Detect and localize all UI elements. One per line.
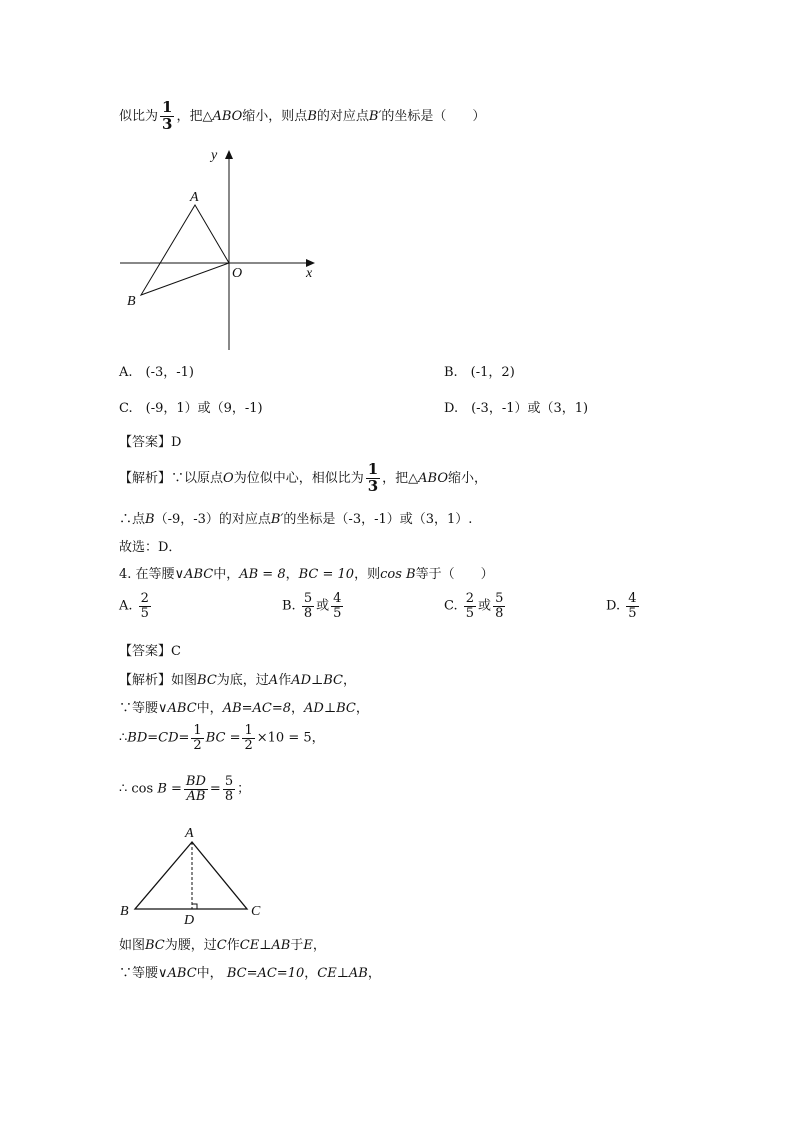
q3-answer: 【答案】D — [119, 435, 182, 450]
label-y: y — [211, 148, 218, 163]
q3-option-c: C. (-9，1）或（9，-1) — [119, 401, 263, 416]
q4-analysis-line6: ∵等腰∨ABC中， BC=AC=10，CE⊥AB， — [119, 966, 381, 981]
label-a: A — [190, 190, 199, 205]
q4-option-a: A. $\frac{2}{5}$ — [119, 591, 149, 621]
q4-analysis-line3: ∴BD=CD= $\frac{1}{2}$ BC = $\frac{1}{2}$ ×10 = 5， — [119, 723, 325, 753]
q3-stem-fraction: $\frac{1}{3}$ — [162, 98, 173, 133]
q4-analysis-line5: 如图BC为腰，过C作CE⊥AB于E， — [119, 938, 326, 953]
right-angle-mark — [192, 904, 197, 909]
q4-triangle-figure — [115, 820, 275, 928]
q3-analysis-line2: ∴点B（-9，-3）的对应点B′的坐标是（-3，-1）或（3，1）. — [119, 512, 473, 527]
q3-analysis-line1: 【解析】∵以原点O为位似中心，相似比为 $\frac{1}{3}$ ，把△ABO缩小， — [119, 460, 488, 495]
q4-answer: 【答案】C — [119, 644, 181, 659]
label-x: x — [306, 266, 313, 281]
q4-analysis-line1: 【解析】如图BC为底，过A作AD⊥BC， — [119, 673, 356, 688]
q4-analysis-line2: ∵等腰∨ABC中，AB=AC=8，AD⊥BC， — [119, 701, 369, 716]
label-c: C — [251, 904, 261, 919]
q3-option-b: B. (-1，2) — [444, 365, 515, 380]
q3-option-a: A. (-3，-1) — [119, 365, 194, 380]
q3-coordinate-figure — [110, 145, 330, 355]
q4-option-c: C. $\frac{2}{5}$ 或 $\frac{5}{8}$ — [444, 591, 504, 621]
triangle-abc — [135, 842, 247, 909]
q4-option-d: D. $\frac{4}{5}$ — [606, 591, 637, 621]
label-o: O — [232, 266, 243, 281]
q3-analysis-fraction: $\frac{1}{3}$ — [367, 460, 379, 495]
y-axis-arrow — [225, 150, 233, 159]
triangle-abo — [141, 205, 229, 295]
q4-analysis-line4: ∴ cos B = $\frac{BD}{AB}$ = $\frac{5}{8}$ ； — [119, 774, 251, 804]
label-a: A — [185, 826, 194, 841]
label-d: D — [184, 913, 195, 928]
q4-option-b: B. $\frac{5}{8}$ 或 $\frac{4}{5}$ — [282, 591, 342, 621]
q4-stem: 4. 在等腰∨ABC中，AB = 8，BC = 10，则cos B等于（ ） — [119, 567, 494, 582]
q3-option-d: D. (-3，-1）或（3，1) — [444, 401, 589, 416]
label-b: B — [127, 294, 136, 309]
q3-stem: 似比为 $\frac{1}{3}$ ，把△ABO缩小，则点B的对应点B′的坐标是（ ） — [119, 98, 486, 133]
label-b: B — [120, 904, 129, 919]
q3-conclusion: 故选：D． — [119, 540, 182, 555]
